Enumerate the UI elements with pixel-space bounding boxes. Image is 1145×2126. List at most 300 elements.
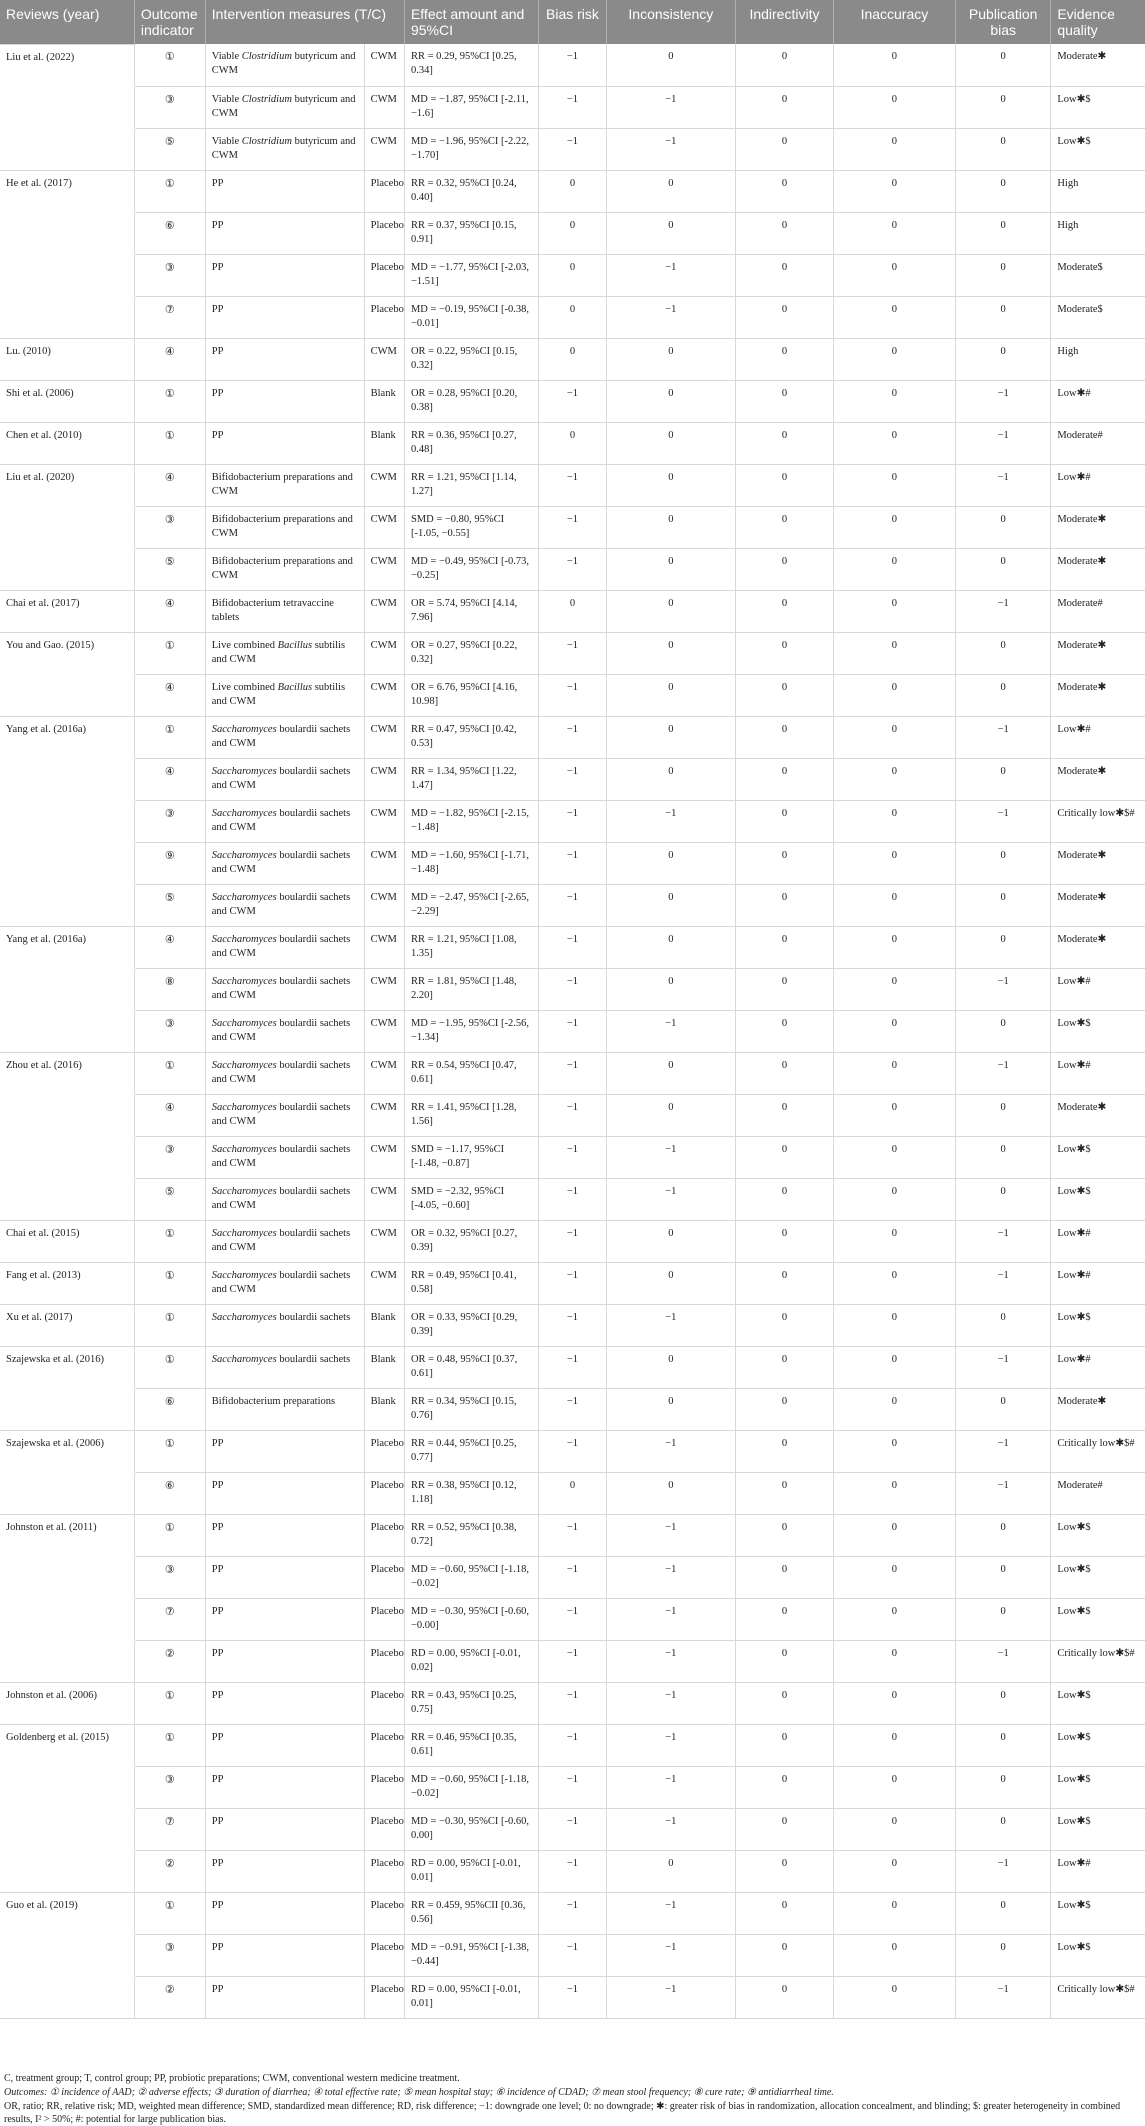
effect-cell: RR = 0.44, 95%CI [0.25, 0.77] xyxy=(404,1430,538,1472)
control-cell: CWM xyxy=(364,1094,404,1136)
indirectivity-cell: 0 xyxy=(736,1724,834,1766)
inaccuracy-cell: 0 xyxy=(833,1556,955,1598)
outcome-cell: ① xyxy=(134,632,205,674)
outcome-cell: ⑤ xyxy=(134,884,205,926)
evidence-quality-cell: Moderate✱ xyxy=(1051,926,1145,968)
review-cell: Yang et al. (2016a) xyxy=(0,716,134,758)
review-cell xyxy=(0,1934,134,1976)
indirectivity-cell: 0 xyxy=(736,1556,834,1598)
table-row xyxy=(0,128,1145,170)
bias-risk-cell: −1 xyxy=(539,674,606,716)
table-body xyxy=(0,44,1145,2018)
bias-risk-cell: −1 xyxy=(539,86,606,128)
inaccuracy-cell: 0 xyxy=(833,464,955,506)
inconsistency-cell: 0 xyxy=(606,44,736,86)
inconsistency-cell: 0 xyxy=(606,1388,736,1430)
table-row xyxy=(0,1304,1145,1346)
publication-bias-cell: 0 xyxy=(956,44,1051,86)
indirectivity-cell: 0 xyxy=(736,1766,834,1808)
table-row xyxy=(0,1934,1145,1976)
control-cell: CWM xyxy=(364,968,404,1010)
inconsistency-cell: 0 xyxy=(606,548,736,590)
intervention-cell: Saccharomyces boulardii sachets and CWM xyxy=(205,1178,364,1220)
evidence-quality-cell: Low✱$ xyxy=(1051,1892,1145,1934)
review-cell xyxy=(0,1850,134,1892)
control-cell: Placebo xyxy=(364,1724,404,1766)
control-cell: CWM xyxy=(364,716,404,758)
footnote-outcomes: Outcomes: ① incidence of AAD; ② adverse effects; ③ duration of diarrhea; ④ total effective rate; ⑤ mean hospital stay; ⑥ incidence of CDAD; ⑦ mean stool frequency; ⑧ cure rate; ⑨ antidiarrheal time. xyxy=(4,2087,834,2098)
indirectivity-cell: 0 xyxy=(736,1682,834,1724)
effect-cell: RR = 1.21, 95%CI [1.08, 1.35] xyxy=(404,926,538,968)
inconsistency-cell: 0 xyxy=(606,1052,736,1094)
publication-bias-cell: −1 xyxy=(956,422,1051,464)
publication-bias-cell: 0 xyxy=(956,1010,1051,1052)
publication-bias-cell: 0 xyxy=(956,338,1051,380)
indirectivity-cell: 0 xyxy=(736,758,834,800)
indirectivity-cell: 0 xyxy=(736,464,834,506)
review-cell xyxy=(0,1094,134,1136)
effect-cell: MD = −2.47, 95%CI [-2.65, −2.29] xyxy=(404,884,538,926)
intervention-cell: Bifidobacterium preparations and CWM xyxy=(205,548,364,590)
review-cell: Shi et al. (2006) xyxy=(0,380,134,422)
intervention-cell: PP xyxy=(205,422,364,464)
review-cell xyxy=(0,296,134,338)
publication-bias-cell: 0 xyxy=(956,1388,1051,1430)
inaccuracy-cell: 0 xyxy=(833,1514,955,1556)
bias-risk-cell: −1 xyxy=(539,716,606,758)
indirectivity-cell: 0 xyxy=(736,296,834,338)
inaccuracy-cell: 0 xyxy=(833,1598,955,1640)
review-cell: Yang et al. (2016a) xyxy=(0,926,134,968)
table-row xyxy=(0,1724,1145,1766)
bias-risk-cell: −1 xyxy=(539,1094,606,1136)
bias-risk-cell: 0 xyxy=(539,296,606,338)
evidence-quality-cell: Moderate✱ xyxy=(1051,674,1145,716)
publication-bias-cell: 0 xyxy=(956,1934,1051,1976)
review-cell xyxy=(0,800,134,842)
bias-risk-cell: −1 xyxy=(539,1388,606,1430)
effect-cell: OR = 6.76, 95%CI [4.16, 10.98] xyxy=(404,674,538,716)
table-row xyxy=(0,1514,1145,1556)
inaccuracy-cell: 0 xyxy=(833,758,955,800)
table-row xyxy=(0,464,1145,506)
bias-risk-cell: 0 xyxy=(539,422,606,464)
review-cell: Lu. (2010) xyxy=(0,338,134,380)
inaccuracy-cell: 0 xyxy=(833,842,955,884)
intervention-cell: Saccharomyces boulardii sachets and CWM xyxy=(205,1220,364,1262)
control-cell: Placebo xyxy=(364,1640,404,1682)
indirectivity-cell: 0 xyxy=(736,1346,834,1388)
bias-risk-cell: −1 xyxy=(539,1556,606,1598)
inconsistency-cell: 0 xyxy=(606,590,736,632)
bias-risk-cell: −1 xyxy=(539,1514,606,1556)
outcome-cell: ⑥ xyxy=(134,212,205,254)
intervention-cell: Saccharomyces boulardii sachets and CWM xyxy=(205,716,364,758)
table-row xyxy=(0,1808,1145,1850)
bias-risk-cell: 0 xyxy=(539,338,606,380)
table-row xyxy=(0,212,1145,254)
inconsistency-cell: 0 xyxy=(606,338,736,380)
control-cell: Placebo xyxy=(364,1976,404,2018)
review-cell xyxy=(0,506,134,548)
review-cell xyxy=(0,842,134,884)
outcome-cell: ⑨ xyxy=(134,842,205,884)
intervention-cell: Saccharomyces boulardii sachets and CWM xyxy=(205,758,364,800)
effect-cell: RR = 0.34, 95%CI [0.15, 0.76] xyxy=(404,1388,538,1430)
bias-risk-cell: −1 xyxy=(539,506,606,548)
indirectivity-cell: 0 xyxy=(736,86,834,128)
review-cell xyxy=(0,212,134,254)
publication-bias-cell: 0 xyxy=(956,1136,1051,1178)
inconsistency-cell: −1 xyxy=(606,1304,736,1346)
effect-cell: RR = 0.49, 95%CI [0.41, 0.58] xyxy=(404,1262,538,1304)
intervention-cell: Bifidobacterium preparations xyxy=(205,1388,364,1430)
evidence-quality-cell: Low✱$ xyxy=(1051,86,1145,128)
publication-bias-cell: 0 xyxy=(956,1766,1051,1808)
indirectivity-cell: 0 xyxy=(736,632,834,674)
footnote-legend: OR, ratio; RR, relative risk; MD, weighted mean difference; SMD, standardized mean difference; RD, risk difference; −1: downgrade one level; 0: no downgrade; ✱: greater risk of bias in randomization, allocation concealment, and blinding; $: greater heterogeneity in combined results, I² > 50%; #: potential for large publication bias. xyxy=(4,2101,1121,2125)
control-cell: CWM xyxy=(364,1262,404,1304)
inaccuracy-cell: 0 xyxy=(833,1178,955,1220)
inconsistency-cell: 0 xyxy=(606,1472,736,1514)
effect-cell: RD = 0.00, 95%CI [-0.01, 0.01] xyxy=(404,1976,538,2018)
outcome-cell: ④ xyxy=(134,758,205,800)
inaccuracy-cell: 0 xyxy=(833,1808,955,1850)
outcome-cell: ③ xyxy=(134,1556,205,1598)
control-cell: Blank xyxy=(364,380,404,422)
publication-bias-cell: −1 xyxy=(956,380,1051,422)
publication-bias-cell: −1 xyxy=(956,1220,1051,1262)
effect-cell: OR = 0.22, 95%CI [0.15, 0.32] xyxy=(404,338,538,380)
evidence-quality-cell: Moderate✱ xyxy=(1051,884,1145,926)
review-cell: Johnston et al. (2006) xyxy=(0,1682,134,1724)
intervention-cell: Saccharomyces boulardii sachets and CWM xyxy=(205,1094,364,1136)
table-row xyxy=(0,1892,1145,1934)
outcome-cell: ③ xyxy=(134,506,205,548)
publication-bias-cell: 0 xyxy=(956,758,1051,800)
table-row xyxy=(0,1262,1145,1304)
evidence-quality-cell: Low✱$ xyxy=(1051,1010,1145,1052)
inaccuracy-cell: 0 xyxy=(833,338,955,380)
intervention-cell: Saccharomyces boulardii sachets and CWM xyxy=(205,1010,364,1052)
inconsistency-cell: 0 xyxy=(606,464,736,506)
header-effect: Effect amount and 95%CI xyxy=(404,0,538,44)
inconsistency-cell: −1 xyxy=(606,128,736,170)
intervention-cell: PP xyxy=(205,212,364,254)
publication-bias-cell: −1 xyxy=(956,1976,1051,2018)
control-cell: Placebo xyxy=(364,1766,404,1808)
indirectivity-cell: 0 xyxy=(736,212,834,254)
indirectivity-cell: 0 xyxy=(736,338,834,380)
effect-cell: RR = 0.47, 95%CI [0.42, 0.53] xyxy=(404,716,538,758)
effect-cell: MD = −0.49, 95%CI [-0.73, −0.25] xyxy=(404,548,538,590)
indirectivity-cell: 0 xyxy=(736,842,834,884)
inaccuracy-cell: 0 xyxy=(833,128,955,170)
control-cell: CWM xyxy=(364,464,404,506)
indirectivity-cell: 0 xyxy=(736,1304,834,1346)
inaccuracy-cell: 0 xyxy=(833,1136,955,1178)
inconsistency-cell: 0 xyxy=(606,716,736,758)
bias-risk-cell: −1 xyxy=(539,1934,606,1976)
intervention-cell: Saccharomyces boulardii sachets and CWM xyxy=(205,1052,364,1094)
effect-cell: SMD = −1.17, 95%CI [-1.48, −0.87] xyxy=(404,1136,538,1178)
inconsistency-cell: −1 xyxy=(606,296,736,338)
outcome-cell: ⑤ xyxy=(134,128,205,170)
evidence-quality-cell: Low✱# xyxy=(1051,1262,1145,1304)
control-cell: Placebo xyxy=(364,1514,404,1556)
review-cell xyxy=(0,968,134,1010)
publication-bias-cell: −1 xyxy=(956,1850,1051,1892)
table-row xyxy=(0,1430,1145,1472)
evidence-quality-cell: Moderate# xyxy=(1051,422,1145,464)
effect-cell: RR = 1.34, 95%CI [1.22, 1.47] xyxy=(404,758,538,800)
control-cell: CWM xyxy=(364,548,404,590)
outcome-cell: ② xyxy=(134,1640,205,1682)
review-cell: Fang et al. (2013) xyxy=(0,1262,134,1304)
inconsistency-cell: 0 xyxy=(606,1220,736,1262)
evidence-quality-cell: Moderate✱ xyxy=(1051,1388,1145,1430)
review-cell xyxy=(0,1472,134,1514)
outcome-cell: ⑧ xyxy=(134,968,205,1010)
indirectivity-cell: 0 xyxy=(736,128,834,170)
inaccuracy-cell: 0 xyxy=(833,800,955,842)
publication-bias-cell: 0 xyxy=(956,1892,1051,1934)
inaccuracy-cell: 0 xyxy=(833,716,955,758)
table-row xyxy=(0,548,1145,590)
table-row xyxy=(0,968,1145,1010)
inaccuracy-cell: 0 xyxy=(833,1304,955,1346)
table-row xyxy=(0,800,1145,842)
outcome-cell: ① xyxy=(134,1682,205,1724)
bias-risk-cell: −1 xyxy=(539,1724,606,1766)
inaccuracy-cell: 0 xyxy=(833,1010,955,1052)
control-cell: Placebo xyxy=(364,1598,404,1640)
inaccuracy-cell: 0 xyxy=(833,1052,955,1094)
intervention-cell: Saccharomyces boulardii sachets and CWM xyxy=(205,800,364,842)
intervention-cell: PP xyxy=(205,1514,364,1556)
control-cell: CWM xyxy=(364,1136,404,1178)
table-row xyxy=(0,1052,1145,1094)
inaccuracy-cell: 0 xyxy=(833,968,955,1010)
publication-bias-cell: −1 xyxy=(956,1430,1051,1472)
outcome-cell: ④ xyxy=(134,464,205,506)
outcome-cell: ④ xyxy=(134,674,205,716)
review-cell: Guo et al. (2019) xyxy=(0,1892,134,1934)
effect-cell: RR = 0.37, 95%CI [0.15, 0.91] xyxy=(404,212,538,254)
intervention-cell: PP xyxy=(205,170,364,212)
effect-cell: RR = 0.459, 95%CII [0.36, 0.56] xyxy=(404,1892,538,1934)
inaccuracy-cell: 0 xyxy=(833,632,955,674)
review-cell xyxy=(0,1976,134,2018)
control-cell: CWM xyxy=(364,86,404,128)
indirectivity-cell: 0 xyxy=(736,1850,834,1892)
table-row xyxy=(0,380,1145,422)
table-row xyxy=(0,338,1145,380)
table-row xyxy=(0,842,1145,884)
intervention-cell: Live combined Bacillus subtilis and CWM xyxy=(205,632,364,674)
inconsistency-cell: −1 xyxy=(606,1934,736,1976)
intervention-cell: PP xyxy=(205,380,364,422)
bias-risk-cell: 0 xyxy=(539,590,606,632)
indirectivity-cell: 0 xyxy=(736,1388,834,1430)
evidence-quality-cell: Low✱$ xyxy=(1051,1598,1145,1640)
inaccuracy-cell: 0 xyxy=(833,1430,955,1472)
intervention-cell: Live combined Bacillus subtilis and CWM xyxy=(205,674,364,716)
table-row xyxy=(0,44,1145,86)
review-cell xyxy=(0,1556,134,1598)
indirectivity-cell: 0 xyxy=(736,926,834,968)
indirectivity-cell: 0 xyxy=(736,800,834,842)
inconsistency-cell: −1 xyxy=(606,800,736,842)
review-cell: Chai et al. (2017) xyxy=(0,590,134,632)
inconsistency-cell: −1 xyxy=(606,1976,736,2018)
table-header-row xyxy=(0,0,1145,44)
evidence-quality-cell: Moderate$ xyxy=(1051,254,1145,296)
table-row xyxy=(0,1388,1145,1430)
control-cell: CWM xyxy=(364,1010,404,1052)
evidence-quality-cell: Low✱$ xyxy=(1051,1934,1145,1976)
control-cell: CWM xyxy=(364,338,404,380)
publication-bias-cell: 0 xyxy=(956,674,1051,716)
evidence-quality-cell: Moderate✱ xyxy=(1051,44,1145,86)
intervention-cell: PP xyxy=(205,254,364,296)
control-cell: CWM xyxy=(364,506,404,548)
bias-risk-cell: −1 xyxy=(539,128,606,170)
inaccuracy-cell: 0 xyxy=(833,44,955,86)
evidence-quality-cell: Low✱$ xyxy=(1051,1304,1145,1346)
bias-risk-cell: −1 xyxy=(539,1346,606,1388)
evidence-quality-cell: Moderate✱ xyxy=(1051,548,1145,590)
outcome-cell: ③ xyxy=(134,800,205,842)
publication-bias-cell: −1 xyxy=(956,1472,1051,1514)
bias-risk-cell: −1 xyxy=(539,1808,606,1850)
evidence-quality-cell: Moderate✱ xyxy=(1051,1094,1145,1136)
inconsistency-cell: −1 xyxy=(606,1598,736,1640)
indirectivity-cell: 0 xyxy=(736,422,834,464)
evidence-quality-cell: Low✱$ xyxy=(1051,1178,1145,1220)
effect-cell: MD = −1.96, 95%CI [-2.22, −1.70] xyxy=(404,128,538,170)
effect-cell: MD = −1.87, 95%CI [-2.11, −1.6] xyxy=(404,86,538,128)
table-row xyxy=(0,1766,1145,1808)
inaccuracy-cell: 0 xyxy=(833,1472,955,1514)
review-cell: Chen et al. (2010) xyxy=(0,422,134,464)
intervention-cell: Viable Clostridium butyricum and CWM xyxy=(205,128,364,170)
bias-risk-cell: −1 xyxy=(539,1598,606,1640)
effect-cell: RD = 0.00, 95%CI [-0.01, 0.02] xyxy=(404,1640,538,1682)
review-cell xyxy=(0,1766,134,1808)
inconsistency-cell: −1 xyxy=(606,86,736,128)
evidence-quality-cell: Critically low✱$# xyxy=(1051,1976,1145,2018)
bias-risk-cell: −1 xyxy=(539,548,606,590)
indirectivity-cell: 0 xyxy=(736,1514,834,1556)
evidence-quality-cell: Low✱$ xyxy=(1051,1682,1145,1724)
inaccuracy-cell: 0 xyxy=(833,590,955,632)
bias-risk-cell: 0 xyxy=(539,254,606,296)
bias-risk-cell: −1 xyxy=(539,464,606,506)
table-row xyxy=(0,1010,1145,1052)
table-row xyxy=(0,1640,1145,1682)
evidence-quality-cell: Low✱# xyxy=(1051,1052,1145,1094)
control-cell: Placebo xyxy=(364,296,404,338)
effect-cell: RR = 1.41, 95%CI [1.28, 1.56] xyxy=(404,1094,538,1136)
outcome-cell: ② xyxy=(134,1850,205,1892)
publication-bias-cell: 0 xyxy=(956,842,1051,884)
inconsistency-cell: 0 xyxy=(606,1346,736,1388)
review-cell xyxy=(0,1388,134,1430)
control-cell: Blank xyxy=(364,1388,404,1430)
publication-bias-cell: 0 xyxy=(956,548,1051,590)
header-bias: Bias risk xyxy=(539,0,606,44)
indirectivity-cell: 0 xyxy=(736,380,834,422)
review-cell xyxy=(0,1010,134,1052)
header-inconsistency: Inconsistency xyxy=(606,0,736,44)
intervention-cell: Viable Clostridium butyricum and CWM xyxy=(205,44,364,86)
inaccuracy-cell: 0 xyxy=(833,170,955,212)
indirectivity-cell: 0 xyxy=(736,170,834,212)
control-cell: CWM xyxy=(364,800,404,842)
header-intervention: Intervention measures (T/C) xyxy=(205,0,404,44)
control-cell: CWM xyxy=(364,1220,404,1262)
outcome-cell: ③ xyxy=(134,86,205,128)
effect-cell: MD = −1.82, 95%CI [-2.15, −1.48] xyxy=(404,800,538,842)
publication-bias-cell: 0 xyxy=(956,1178,1051,1220)
evidence-quality-cell: High xyxy=(1051,170,1145,212)
bias-risk-cell: −1 xyxy=(539,1136,606,1178)
indirectivity-cell: 0 xyxy=(736,506,834,548)
indirectivity-cell: 0 xyxy=(736,1220,834,1262)
table-row xyxy=(0,422,1145,464)
publication-bias-cell: 0 xyxy=(956,1598,1051,1640)
evidence-quality-cell: Low✱# xyxy=(1051,464,1145,506)
indirectivity-cell: 0 xyxy=(736,1808,834,1850)
publication-bias-cell: −1 xyxy=(956,968,1051,1010)
inconsistency-cell: −1 xyxy=(606,1766,736,1808)
table-row xyxy=(0,674,1145,716)
outcome-cell: ⑤ xyxy=(134,548,205,590)
outcome-cell: ① xyxy=(134,716,205,758)
effect-cell: OR = 0.28, 95%CI [0.20, 0.38] xyxy=(404,380,538,422)
inaccuracy-cell: 0 xyxy=(833,1220,955,1262)
table-row xyxy=(0,254,1145,296)
inconsistency-cell: 0 xyxy=(606,1850,736,1892)
footnote-abbreviations: C, treatment group; T, control group; PP, probiotic preparations; CWM, conventional western medicine treatment. xyxy=(4,2073,460,2084)
review-cell xyxy=(0,128,134,170)
control-cell: Placebo xyxy=(364,1808,404,1850)
indirectivity-cell: 0 xyxy=(736,1892,834,1934)
review-cell xyxy=(0,1640,134,1682)
review-cell xyxy=(0,884,134,926)
intervention-cell: PP xyxy=(205,1808,364,1850)
inconsistency-cell: −1 xyxy=(606,254,736,296)
control-cell: Placebo xyxy=(364,1892,404,1934)
outcome-cell: ⑦ xyxy=(134,296,205,338)
effect-cell: RD = 0.00, 95%CI [-0.01, 0.01] xyxy=(404,1850,538,1892)
bias-risk-cell: −1 xyxy=(539,758,606,800)
publication-bias-cell: 0 xyxy=(956,1556,1051,1598)
review-cell: You and Gao. (2015) xyxy=(0,632,134,674)
indirectivity-cell: 0 xyxy=(736,1094,834,1136)
table-row xyxy=(0,884,1145,926)
control-cell: CWM xyxy=(364,674,404,716)
intervention-cell: PP xyxy=(205,1682,364,1724)
inconsistency-cell: 0 xyxy=(606,632,736,674)
outcome-cell: ① xyxy=(134,1430,205,1472)
publication-bias-cell: −1 xyxy=(956,1262,1051,1304)
outcome-cell: ① xyxy=(134,1346,205,1388)
inconsistency-cell: 0 xyxy=(606,758,736,800)
control-cell: CWM xyxy=(364,128,404,170)
outcome-cell: ① xyxy=(134,1514,205,1556)
